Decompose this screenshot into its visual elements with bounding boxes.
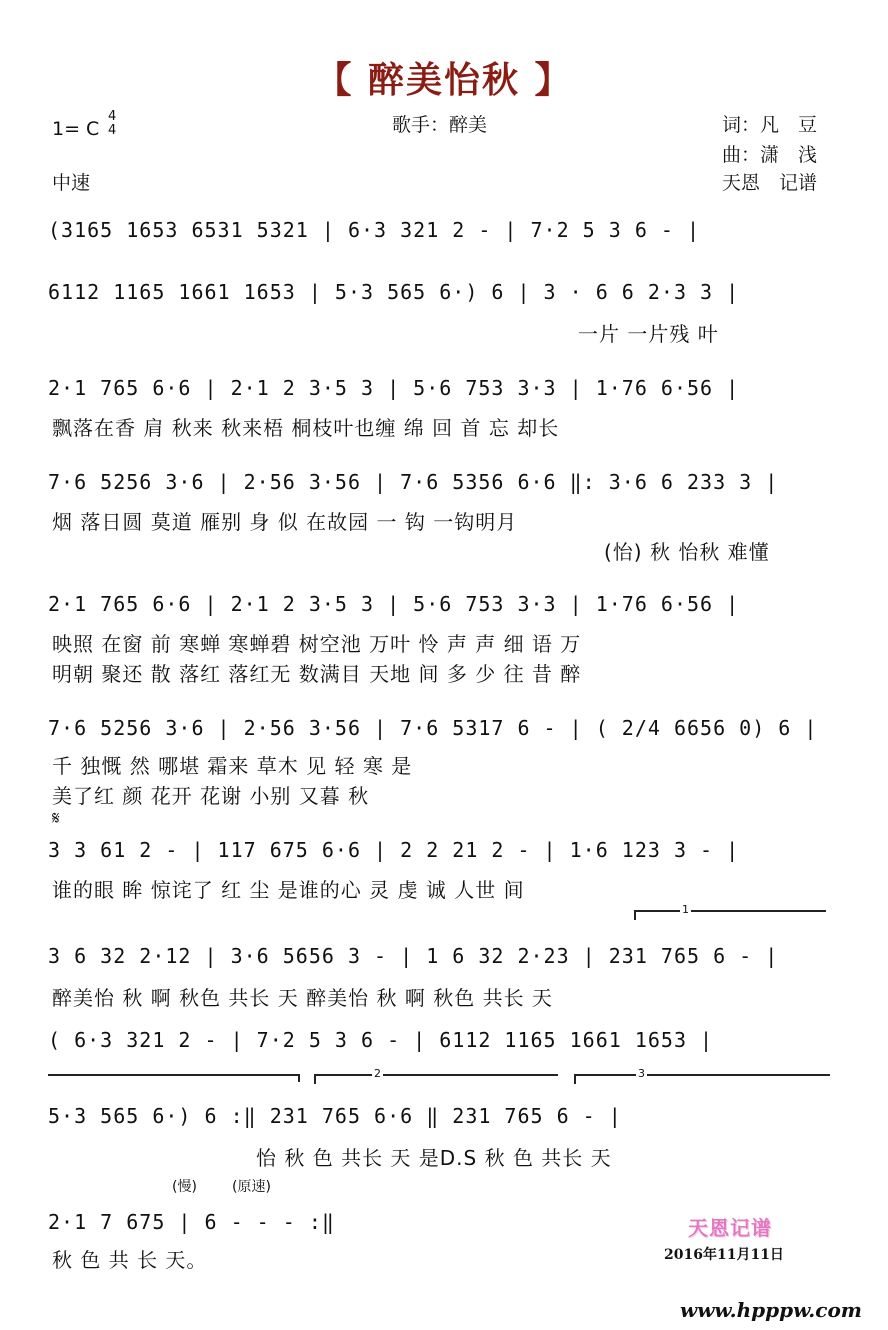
- singer-credit: 歌手：醉美: [392, 114, 488, 136]
- time-signature-bottom: 4: [108, 123, 117, 138]
- score-line-4: 7·6 5256 3·6 | 2·56 3·56 | 7·6 5356 6·6 ‖: 3·6 6 233 3 |: [48, 470, 779, 494]
- lyrics-line-4a: 烟 落日圆 莫道 雁别 身 似 在故园 一 钩 一钩明月: [52, 510, 518, 534]
- transcription-date: 2016年11月11日: [664, 1247, 784, 1263]
- lyrics-line-3: 飘落在香 肩 秋来 秋来梧 桐枝叶也缠 绵 回 首 忘 却长: [52, 416, 560, 440]
- score-line-9: ( 6·3 321 2 - | 7·2 5 3 6 - | 6112 1165 1661 1653 |: [48, 1028, 714, 1052]
- tempo-marking: 中速: [52, 172, 91, 194]
- lyrics-line-4b: (怡) 秋 怡秋 难懂: [604, 540, 770, 564]
- score-line-10: 5·3 565 6·) 6 :‖ 231 765 6·6 ‖ 231 765 6 - |: [48, 1104, 622, 1128]
- slow-marking: (慢): [172, 1179, 197, 1195]
- score-line-3: 2·1 765 6·6 | 2·1 2 3·5 3 | 5·6 753 3·3 | 1·76 6·56 |: [48, 376, 740, 400]
- volta-bracket-2: [314, 1067, 558, 1084]
- score-line-1: (3165 1653 6531 5321 | 6·3 321 2 - | 7·2 5 3 6 - |: [48, 218, 701, 242]
- lyrics-line-10: 怡 秋 色 共长 天 是D.S 秋 色 共长 天: [256, 1146, 612, 1170]
- score-line-6: 7·6 5256 3·6 | 2·56 3·56 | 7·6 5317 6 - | ( 2/4 6656 0) 6 |: [48, 716, 818, 740]
- score-line-5: 2·1 765 6·6 | 2·1 2 3·5 3 | 5·6 753 3·3 | 1·76 6·56 |: [48, 592, 740, 616]
- lyrics-line-6b: 美了红 颜 花开 花谢 小别 又暮 秋: [52, 784, 370, 808]
- lyrics-line-2: 一片 一片残 叶: [578, 322, 719, 346]
- volta-line-previous: [48, 1074, 300, 1082]
- volta-bracket-1: [634, 903, 826, 920]
- lyrics-line-8: 醉美怡 秋 啊 秋色 共长 天 醉美怡 秋 啊 秋色 共长 天: [52, 986, 553, 1010]
- score-line-8: 3 6 32 2·12 | 3·6 5656 3 - | 1 6 32 2·23 | 231 765 6 - |: [48, 944, 779, 968]
- time-signature-top: 4: [108, 109, 117, 124]
- lyricist-credit: 词：凡 豆: [722, 114, 818, 136]
- lyrics-line-11: 秋 色 共 长 天。: [52, 1248, 208, 1272]
- score-line-7: 3 3 61 2 - | 117 675 6·6 | 2 2 21 2 - | 1·6 123 3 - |: [48, 838, 740, 862]
- lyrics-line-6a: 千 独慨 然 哪堪 霜来 草木 见 轻 寒 是: [52, 754, 413, 778]
- volta-number-3: 3: [638, 1067, 645, 1080]
- transcriber-stamp: 天恩记谱: [688, 1216, 772, 1240]
- original-speed-marking: (原速): [232, 1179, 271, 1195]
- volta-bracket-3: [574, 1067, 830, 1084]
- time-signature: [108, 110, 116, 138]
- volta-number-1: 1: [682, 903, 689, 916]
- score-line-2: 6112 1165 1661 1653 | 5·3 565 6·) 6 | 3 · 6 6 2·3 3 |: [48, 280, 740, 304]
- lyrics-line-5b: 明朝 聚还 散 落红 落红无 数满目 天地 间 多 少 往 昔 醉: [52, 662, 582, 686]
- transcriber-credit: 天恩 记谱: [722, 172, 818, 194]
- key-signature: 1= C: [52, 118, 100, 140]
- composer-credit: 曲：潇 浅: [722, 144, 818, 166]
- volta-number-2: 2: [374, 1067, 381, 1080]
- score-line-11: 2·1 7 675 | 6 - - - :‖: [48, 1210, 335, 1234]
- lyrics-line-7: 谁的眼 眸 惊诧了 红 尘 是谁的心 灵 虔 诚 人世 间: [52, 878, 525, 902]
- song-title: 【 醉美怡秋 】: [315, 60, 573, 101]
- segno-sign: 𝄋: [52, 808, 60, 829]
- website-watermark: www.hpppw.com: [680, 1298, 862, 1322]
- lyrics-line-5a: 映照 在窗 前 寒蝉 寒蝉碧 树空池 万叶 怜 声 声 细 语 万: [52, 632, 582, 656]
